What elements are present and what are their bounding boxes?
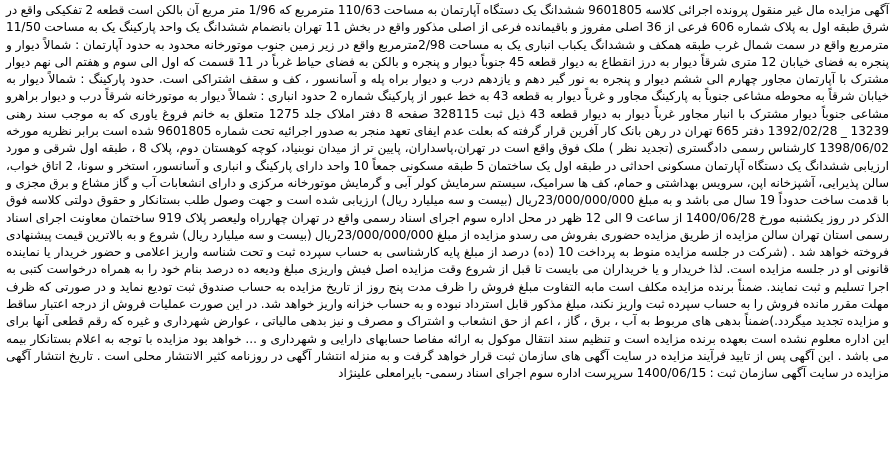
notice-body-text: آگهی مزایده مال غیر منقول پرونده اجرائی کلاسه 9601805 ششدانگ یک دستگاه آپارتمان به مساحت 110/63 مترمربع که 1/96 متر مربع آن بالکن است قطعه 2 تفکیکی واقع در شرق طبقه اول به پلاک شماره 606 فرعی از 36 اصلی مفروز و باقیمانده فرعی از اصلی مذکور واقع در بخش 11 تهران بانضمام ششدانگ یک واحد پارکینگ یک به مساحت 11/50 مترمربع واقع در سمت شمال غرب طبقه همکف و ششدانگ یکباب انباری یک به مساحت 2/98مترمربع واقع در زیر زمین جنوب موتورخانه محدود به حدود آپارتمان : شمالاً دیوار و پنجره به فضای خیابان 12 متری شرقاً دیوار به درز انقطاع به دیوار قطعه 45 جنوباً دیوار و پنجره و بالکن به فضای حیاط غرباً در 11 قسمت که اول الی سوم و هفتم الی نهم دیوار مشترک با آپارتمان مجاور چهارم الی ششم دیوار و پنجره به نور گیر دهم و یازدهم درب و دیوار براه پله و آسانسور ، کف و سقف اشتراکی است. حدود پارکینگ : شمالاً دیوار به خیابان شرقاً به محوطه مشاعی جنوباً به پارکینگ مجاور و غرباً دیوار به قطعه 43 به خط عبور از پارکینگ شماره 2 حدود انباری : شمالاً دیوار به موتورخانه شرقاً درب و دیوار براهرو مشاعی جنوباً دیوار مشترک با انبار مجاور غرباً دیوار به دیوار قطعه 43 ذیل ثبت 328115 صفحه 8 دفتر املاک جلد 1275 متعلق به خانم فروغ یاوری که به موجب سند رهنی 13239 _ 1392/02/28 دفتر 665 تهران در رهن بانک کار آفرین قرار گرفته که بعلت عدم ایفای تعهد منجر به صدور اجرائیه تحت شماره 9601805 شده است برابر نظریه مورخه 1398/06/02 کارشناس رسمی دادگستری (تجدید نظر ) ملک فوق واقع است در تهران،پاسداران، پایین تر از میدان نوبنیاد، کوچه کوهستان دوم، پلاک 8 ، طبقه اول شرقی و مورد ارزیابی ششدانگ یک دستگاه آپارتمان مسکونی احداثی در طبقه اول یک ساختمان 5 طبقه مسکونی جمعاً 10 واحد دارای پارکینگ و انباری و آسانسور، استخر و سونا، 2 اتاق خواب، سالن پذیرایی، آشپزخانه اپن، سرویس بهداشتی و حمام، کف ها سرامیک، سیستم سرمایش کولر آبی و گرمایش موتورخانه مرکزی و دارای انشعابات آب و گاز مشاع و برق مجزی و با قدمت ساخت حدوداً 19 سال می باشد و به مبلغ 23/000/000/000ریال (بیست و سه میلیارد ریال) ارزیابی شده است و جهت وصول طلب بستانکار و حقوق دولتی کلاسه فوق الذکر در روز یکشنبه مورخ 1400/06/28 از ساعت 9 الی 12 ظهر در محل اداره سوم اجرای اسناد رسمی واقع در تهران چهارراه ولیعصر پلاک 919 ساختمان معاونت اجرای اسناد رسمی استان تهران سالن مزایده از طریق مزایده حضوری بفروش می رسدو مزایده از مبلغ 23/000/000/000ریال (بیست و سه میلیارد ریال) شروع و به بالاترین قیمت پیشنهادی فروخته خواهد شد . (شرکت در جلسه مزایده منوط به پرداخت 10 (ده) درصد از مبلغ پایه کارشناسی به حساب سپرده ثبت و تحت شناسه واریز اعلامی و حضور خریدار یا نماینده قانونی او در جلسه مزایده است. لذا خریدار و یا خریداران می بایست تا قبل از شروع وقت مزایده اصل فیش واریزی مبلغ ودیعه ده درصد بنام خود را به همراه درخواست کتبی به اجرا تسلیم و ثبت نمایند. ضمناً برنده مزایده مکلف است مابه التفاوت مبلغ فروش را ظرف مدت پنج روز از تاریخ مزایده به حساب صندوق ثبت تودیع نماید و در صورتی که ظرف مهلت مقرر مانده فروش را به حساب سپرده ثبت واریز نکند، مبلغ مذکور قابل استرداد نبوده و به حساب خزانه واریز خواهد شد. در این صورت عملیات فروش از درجه اعتبار ساقط و مزایده تجدید میگردد.)ضمناً بدهی های مربوط به آب ، برق ، گاز ، اعم از حق انشعاب و اشتراک و مصرف و نیز بدهی مالیاتی ، عوارض شهرداری و غیره که رقم قطعی آنها برای این اداره معلوم نشده است بعهده برنده مزایده است و تنظیم سند انتقال موکول به ارائه مفاصا حسابهای دارایی و شهرداری و ... خواهد بود مزایده با توجه به اعلام بستانکار بیمه می باشد . این آگهی پس از تایید فرآیند مزایده در سایت آگهی های سازمان ثبت قرار خواهد گرفت و به منزله انتشار آگهی در روزنامه کثیر الانتشار محلی است . تاریخ انتشار آگهی مزایده در سایت آگهی سازمان ثبت : 1400/06/15 سرپرست اداره سوم اجرای اسناد رسمی- بایرامعلی علینژاد [6, 3, 889, 381]
